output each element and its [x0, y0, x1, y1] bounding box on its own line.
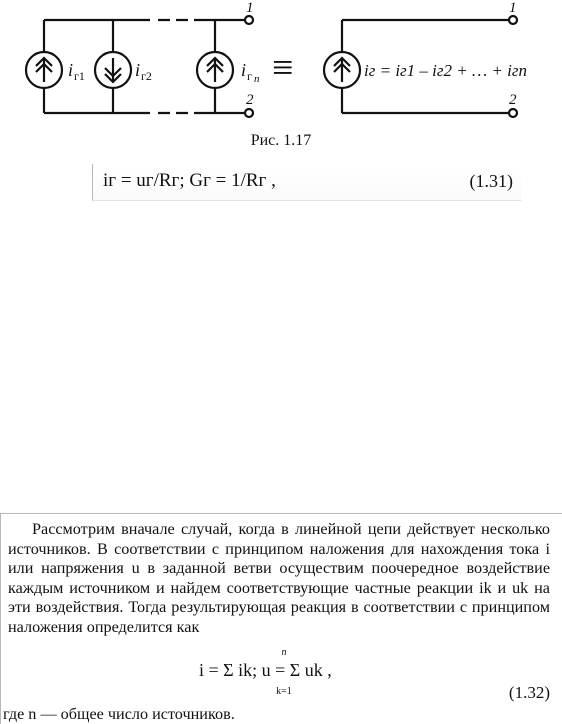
circuit-diagram	[0, 0, 562, 132]
equation-1-31	[92, 164, 521, 201]
sum-lower-limit: k=1	[276, 686, 292, 697]
svg-text:n: n	[254, 73, 260, 85]
circuit-figure	[0, 0, 562, 132]
text-block	[0, 513, 562, 724]
svg-text:2: 2	[509, 92, 517, 108]
svg-text:i: i	[241, 60, 247, 80]
svg-text:г: г	[247, 69, 252, 83]
equivalent-current-label: iг = iг1 – iг2 + … + iгn	[364, 61, 527, 80]
svg-text:i: i	[135, 60, 141, 80]
svg-text:1: 1	[509, 0, 517, 16]
equation-1-31-expression: iг = uг/Rг; Gг = 1/Rг ,	[103, 170, 276, 191]
svg-text:i: i	[68, 60, 74, 80]
equation-1-32	[199, 647, 559, 703]
equation-1-32-number: (1.32)	[508, 683, 550, 702]
figure-caption: Рис. 1.17	[250, 132, 312, 149]
closing-sentence: где n — общее число источников.	[3, 705, 235, 723]
svg-text:г2: г2	[141, 69, 152, 83]
svg-text:г1: г1	[74, 69, 85, 83]
equivalence-sign: ≡	[272, 47, 294, 89]
body-paragraph: Рассмотрим вначале случай, когда в линейной цепи действует несколько источников. В соответствии с принципом наложения для нахождения тока i или напряжения u в заданной ветви осуществим поочередное воздействие каждым источником и найдем соответствующие частные реакции ik и uk на эти воздействия. Тогда результирующая реакция в соответствии с принципом наложения определится как	[8, 520, 550, 636]
sum-upper-limit: n	[281, 647, 287, 658]
equation-1-32-expression: i = Σ ik; u = Σ uk ,	[199, 660, 332, 680]
terminal-2-label: 2	[246, 92, 254, 108]
equation-1-31-number: (1.31)	[469, 171, 513, 191]
terminal-1-label: 1	[246, 0, 254, 16]
